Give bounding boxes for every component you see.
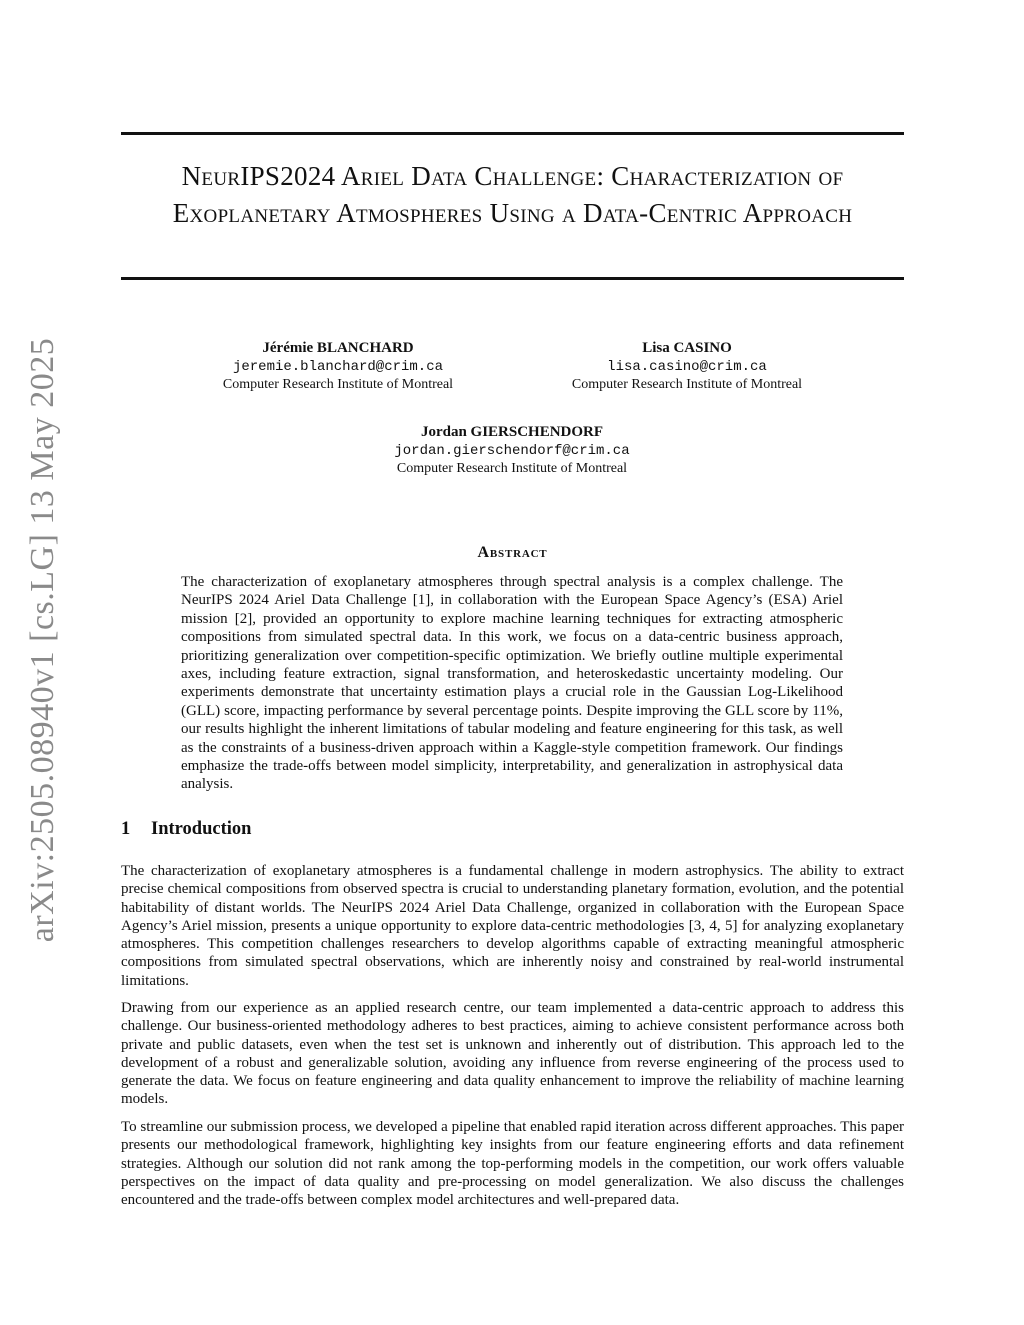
body-paragraph: To streamline our submission process, we developed a pipeline that enabled rapid iteration across different approaches. This paper presents our methodological framework, highlighting key insights from our feature engineering efforts and data refinement strategies. Although our solution did not rank among the top-performing models in the competition, our work offers valuable perspectives on the impact of data quality and pre-processing on model generalization. We also discuss the challenges encountered and the trade-offs between complex model architectures and well-prepared data. <box>121 1119 904 1209</box>
author-affiliation: Computer Research Institute of Montreal <box>222 377 454 392</box>
author-name: Lisa CASINO <box>642 340 732 356</box>
author-email: jeremie.blanchard@crim.ca <box>232 359 444 375</box>
abstract-text: The characterization of exoplanetary atmospheres through spectral analysis is a complex challenge. The NeurIPS 2024 Ariel Data Challenge [1], in collaboration with the European Space Agency’s (ESA) Ariel mission [2], provided an opportunity to explore machine learning techniques for extracting atmospheric compositions from simulated spectral data. In this work, we focus on a data-centric business approach, prioritizing generalization over competition-specific optimization. We briefly outline multiple experimental axes, including feature extraction, signal transformation, and heteroskedastic uncertainty modeling. Our experiments demonstrate that uncertainty estimation plays a crucial role in the Gaussian Log-Likelihood (GLL) score, impacting performance by several percentage points. Despite improving the GLL score by 11%, our results highlight the inherent limitations of tabular modeling and feature engineering for this task, as well as the constraints of a business-driven approach within a Kaggle-style competition framework. Our findings emphasize the trade-offs between model simplicity, interpretability, and generalization in astrophysical data analysis. <box>181 574 843 793</box>
section-title: Introduction <box>151 819 252 839</box>
author-block <box>168 339 508 394</box>
author-block <box>342 423 682 478</box>
section-number: 1 <box>121 819 131 839</box>
arxiv-identifier: arXiv:2505.08940v1 [cs.LG] 13 May 2025 <box>24 337 61 943</box>
author-email: jordan.gierschendorf@crim.ca <box>394 443 630 459</box>
author-affiliation: Computer Research Institute of Montreal <box>571 377 803 392</box>
author-name: Jérémie BLANCHARD <box>262 340 414 356</box>
body-paragraph: Drawing from our experience as an applied research centre, our team implemented a data-centric approach to address this challenge. Our business-oriented methodology adheres to best practices, aiming to achieve consistent performance across both private and public datasets, even when the test set is unknown and inherently out of distribution. This approach led to the development of a robust and generalizable solution, avoiding any influence from reverse engineering of the process used to generate the data. We focus on feature engineering and data quality enhancement to improve the reliability of machine learning models. <box>121 1000 904 1108</box>
abstract-heading: Abstract <box>477 544 548 561</box>
title-rule-bottom <box>121 277 904 280</box>
author-affiliation: Computer Research Institute of Montreal <box>396 461 628 476</box>
author-name: Jordan GIERSCHENDORF <box>420 424 604 440</box>
body-paragraph: The characterization of exoplanetary atmospheres is a fundamental challenge in modern astrophysics. The ability to extract precise chemical compositions from observed spectra is crucial to understanding planetary formation, evolution, and the potential habitability of distant worlds. The NeurIPS 2024 Ariel Data Challenge, organized in collaboration with the European Space Agency’s Ariel mission, presents a unique opportunity to explore data-centric methodologies [3, 4, 5] for analyzing exoplanetary atmospheres. This competition challenges researchers to develop algorithms capable of extracting meaningful atmospheric compositions from simulated spectral observations, which are inherently noisy and constrained by real-world instrumental limitations. <box>121 863 904 989</box>
author-block <box>517 339 857 394</box>
paper-title: NeurIPS2024 Ariel Data Challenge: Characterization of Exoplanetary Atmospheres Using a Data-Centric Approach <box>172 161 853 228</box>
section-heading <box>121 819 251 840</box>
title-rule-top <box>121 132 904 135</box>
author-email: lisa.casino@crim.ca <box>607 359 767 375</box>
